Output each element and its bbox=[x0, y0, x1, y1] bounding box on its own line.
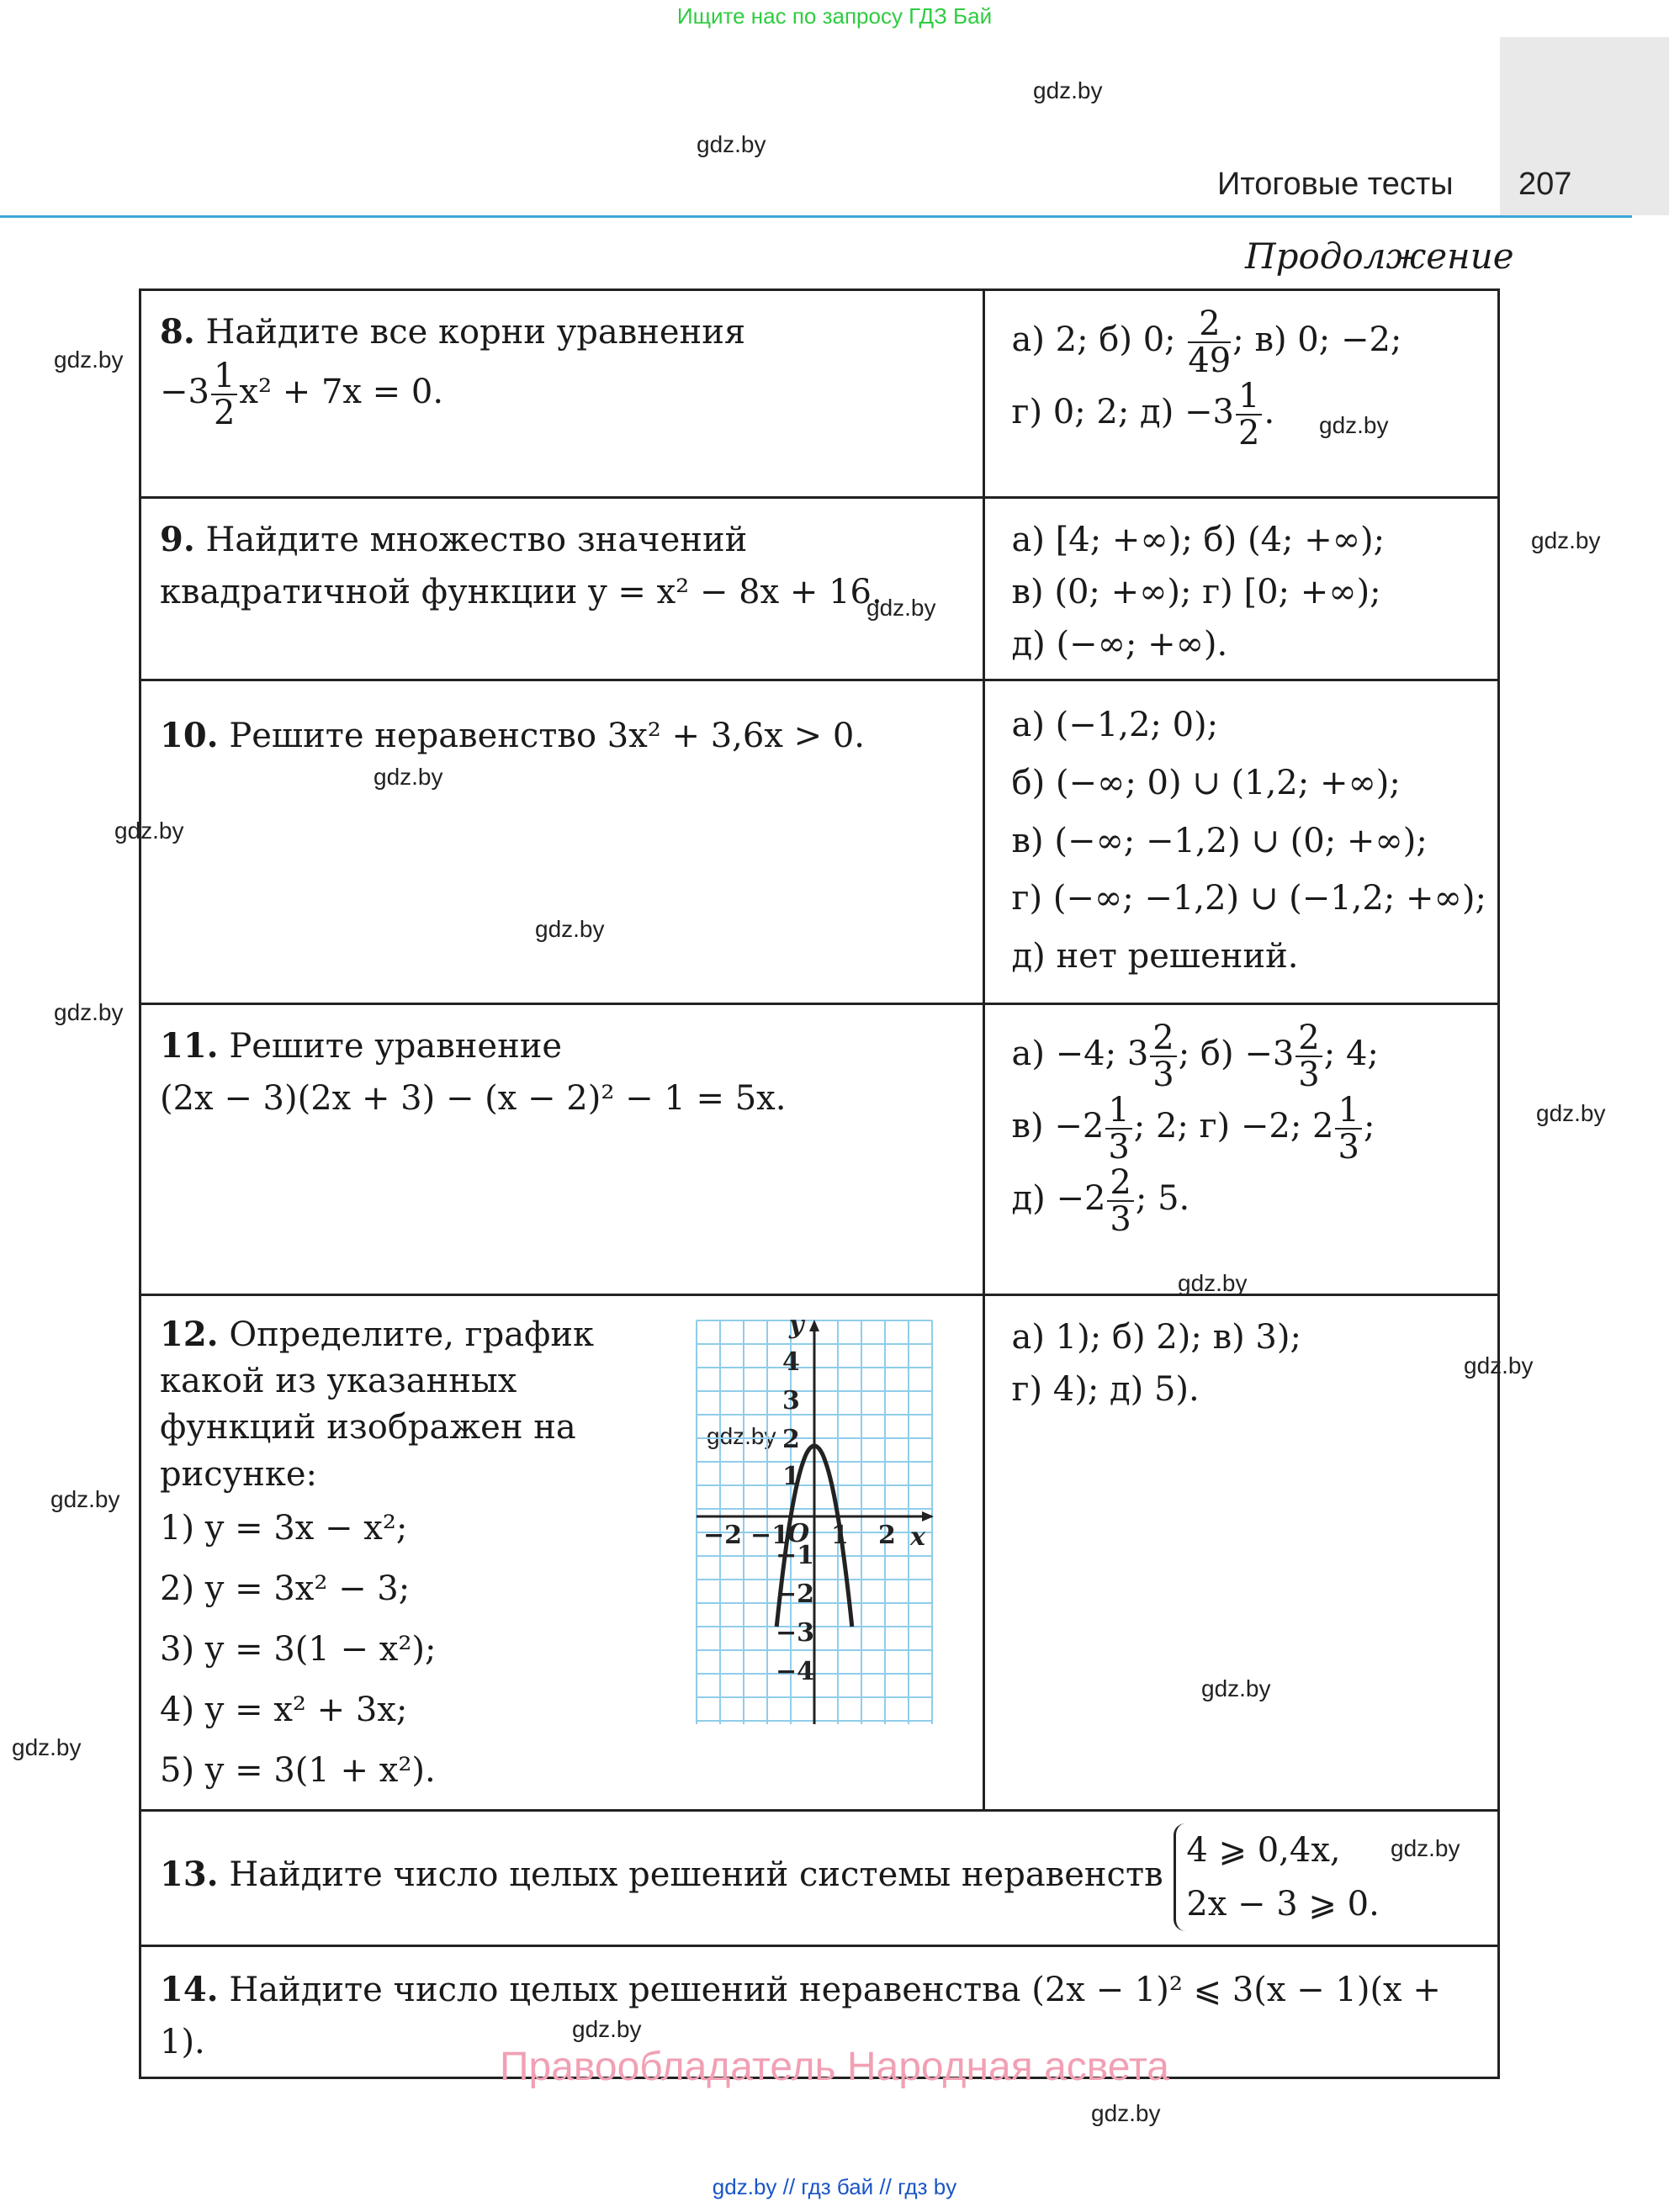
fraction: $\frac{1}{2}$ bbox=[1236, 378, 1262, 451]
question-text: Найдите множество значений квадратичной функции y = x² − 8x + 16. bbox=[160, 521, 882, 611]
function-option: 1) y = 3x − x²; bbox=[160, 1508, 408, 1548]
watermark: gdz.by bbox=[374, 764, 443, 790]
fraction: $\frac{1}{2}$ bbox=[211, 358, 237, 431]
answer-line: г) (−∞; −1,2) ∪ (−1,2; +∞); bbox=[1011, 879, 1486, 918]
footer-links[interactable]: gdz.by // гдз бай // гдз by bbox=[712, 2174, 957, 2199]
watermark: gdz.by bbox=[1178, 1270, 1248, 1296]
question-12 bbox=[140, 1295, 984, 1811]
answers-9 bbox=[983, 498, 1499, 680]
question-number: 9. bbox=[160, 520, 195, 559]
question-number: 13. bbox=[160, 1854, 219, 1894]
watermark: gdz.by bbox=[535, 916, 605, 942]
question-row-13 bbox=[140, 1810, 1499, 1945]
question-row-12 bbox=[140, 1295, 1499, 1811]
answer-line: д) −2 $\frac{2}{3}$ ; 5. bbox=[1011, 1163, 1190, 1239]
watermark: gdz.by bbox=[114, 818, 184, 844]
answer-text: . bbox=[1264, 393, 1275, 431]
question-row-8 bbox=[140, 290, 1499, 498]
watermark: gdz.by bbox=[1319, 412, 1389, 438]
question-row-9 bbox=[140, 498, 1499, 680]
question-text: Найдите все корни уравнения bbox=[205, 313, 746, 352]
answer-text: г) 0; 2; д) −3 bbox=[1011, 393, 1234, 431]
continuation-label: Продолжение bbox=[1245, 235, 1514, 277]
inequality-system bbox=[1174, 1823, 1380, 1931]
x-axis-label: x bbox=[909, 1522, 925, 1552]
question-10 bbox=[140, 680, 984, 1004]
y-tick-label: −1 bbox=[775, 1541, 814, 1570]
watermark: gdz.by bbox=[12, 1734, 82, 1760]
answers-12 bbox=[983, 1295, 1499, 1811]
answers-11 bbox=[983, 1004, 1499, 1295]
y-tick-label: 1 bbox=[782, 1462, 800, 1491]
question-8 bbox=[140, 290, 984, 498]
function-option: 2) y = 3x² − 3; bbox=[160, 1569, 411, 1608]
x-tick-label: 1 bbox=[830, 1521, 849, 1550]
question-text: Решите уравнение bbox=[229, 1027, 563, 1066]
watermark: gdz.by bbox=[572, 2016, 642, 2042]
watermark: gdz.by bbox=[54, 347, 124, 373]
function-option: 4) y = x² + 3x; bbox=[160, 1690, 408, 1729]
watermark: gdz.by bbox=[1033, 77, 1103, 103]
question-text: Найдите число целых решений неравенства bbox=[229, 1970, 1021, 2009]
question-row-10 bbox=[140, 680, 1499, 1004]
x-tick-label: −1 bbox=[750, 1521, 789, 1550]
answer-text: а) 2; б) 0; bbox=[1011, 320, 1176, 359]
equation-part: −3 bbox=[160, 373, 209, 411]
question-11 bbox=[140, 1004, 984, 1295]
equation-part: x² + 7x = 0. bbox=[239, 373, 444, 411]
function-option: 3) y = 3(1 − x²); bbox=[160, 1629, 437, 1669]
answer-line: д) нет решений. bbox=[1011, 937, 1299, 976]
watermark: gdz.by bbox=[1091, 2100, 1161, 2126]
x-tick-label: −2 bbox=[702, 1521, 742, 1550]
watermark: gdz.by bbox=[1201, 1675, 1271, 1701]
question-text: Определите, график какой из указанных функций изображен на рисунке: bbox=[160, 1315, 595, 1494]
question-number: 10. bbox=[160, 716, 219, 755]
function-option: 5) y = 3(1 + x²). bbox=[160, 1750, 436, 1790]
watermark: gdz.by bbox=[1536, 1100, 1606, 1126]
y-tick-label: −2 bbox=[775, 1580, 814, 1609]
watermark: gdz.by bbox=[866, 595, 936, 621]
system-line: 2x − 3 ⩾ 0. bbox=[1186, 1884, 1380, 1924]
answer-text: ; в) 0; −2; bbox=[1232, 320, 1402, 359]
question-13 bbox=[140, 1810, 1499, 1945]
question-text: Найдите число целых решений системы неравенств bbox=[229, 1855, 1163, 1894]
y-tick-label: −3 bbox=[775, 1618, 814, 1648]
header-divider bbox=[0, 215, 1632, 218]
inequality: (2x − 1)² ⩽ 3(x − 1)(x + 1). bbox=[160, 1970, 1441, 2061]
answer-line: а) −4; 3 $\frac{2}{3}$ ; б) −3 $\frac{2}{3}$ ; 4; bbox=[1011, 1019, 1379, 1094]
answer-line: г) 4); д) 5). bbox=[1011, 1370, 1200, 1409]
watermark: gdz.by bbox=[1391, 1835, 1460, 1861]
y-tick-label: 3 bbox=[782, 1386, 800, 1416]
equation: (2x − 3)(2x + 3) − (x − 2)² − 1 = 5x. bbox=[160, 1079, 787, 1118]
copyright-notice: Правообладатель Народная асвета bbox=[500, 2045, 1169, 2089]
watermark: gdz.by bbox=[50, 1486, 120, 1512]
y-tick-label: −4 bbox=[775, 1657, 814, 1686]
watermark: gdz.by bbox=[697, 131, 766, 157]
question-number: 8. bbox=[160, 312, 195, 352]
answer-line: а) [4; +∞); б) (4; +∞); bbox=[1011, 521, 1386, 559]
answer-line: в) (0; +∞); г) [0; +∞); bbox=[1011, 573, 1381, 611]
y-tick-label: 2 bbox=[782, 1425, 800, 1454]
question-text: Решите неравенство 3x² + 3,6x > 0. bbox=[229, 717, 866, 755]
fraction: $\frac{2}{49}$ bbox=[1188, 304, 1232, 380]
answer-line: в) (−∞; −1,2) ∪ (0; +∞); bbox=[1011, 821, 1428, 860]
section-title: Итоговые тесты bbox=[1217, 167, 1454, 202]
x-tick-label: 2 bbox=[877, 1521, 896, 1550]
watermark: gdz.by bbox=[707, 1423, 776, 1449]
answers-10 bbox=[983, 680, 1499, 1004]
answer-line: а) 1); б) 2); в) 3); bbox=[1011, 1318, 1301, 1357]
y-axis-label: y bbox=[788, 1316, 803, 1340]
question-row-11 bbox=[140, 1004, 1499, 1295]
question-number: 11. bbox=[160, 1026, 219, 1066]
system-line: 4 ⩾ 0,4x, bbox=[1186, 1830, 1341, 1870]
answer-line: в) −2 $\frac{1}{3}$ ; 2; г) −2; 2 $\frac{1}{3}$ ; bbox=[1011, 1091, 1375, 1167]
answers-8 bbox=[983, 290, 1499, 498]
answer-line: а) (−1,2; 0); bbox=[1011, 706, 1219, 744]
watermark: gdz.by bbox=[1531, 527, 1601, 553]
answer-line: д) (−∞; +∞). bbox=[1011, 625, 1228, 664]
page-number: 207 bbox=[1518, 167, 1572, 202]
top-banner[interactable]: Ищите нас по запросу ГДЗ Бай bbox=[676, 3, 993, 29]
parabola-graph bbox=[688, 1316, 940, 1728]
origin-label: O bbox=[787, 1519, 809, 1548]
watermark: gdz.by bbox=[1464, 1352, 1534, 1379]
answer-line: б) (−∞; 0) ∪ (1,2; +∞); bbox=[1011, 763, 1401, 802]
question-number: 14. bbox=[160, 1969, 219, 2009]
question-9 bbox=[140, 498, 984, 680]
y-tick-label: 4 bbox=[782, 1347, 800, 1377]
watermark: gdz.by bbox=[54, 999, 124, 1025]
tests-table bbox=[139, 288, 1500, 2079]
question-number: 12. bbox=[160, 1315, 219, 1354]
